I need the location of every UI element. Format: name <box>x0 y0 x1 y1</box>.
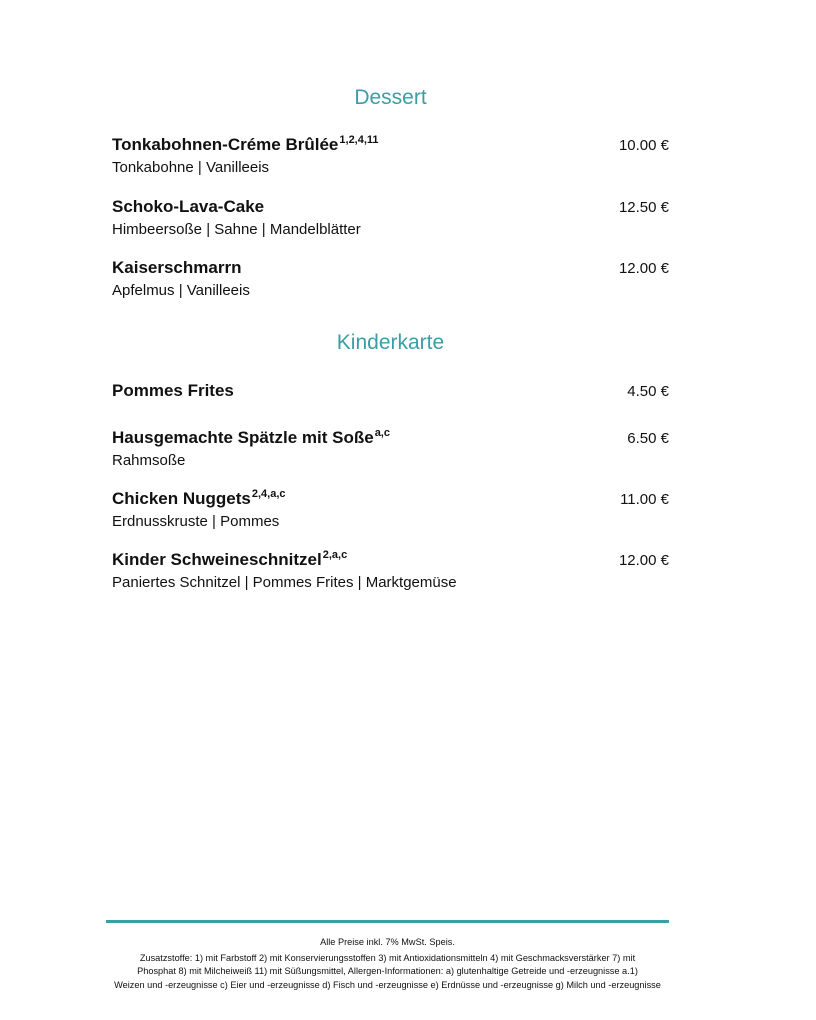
item-name: Schoko-Lava-Cake <box>112 197 265 216</box>
menu-item <box>112 380 669 403</box>
item-price: 6.50 € <box>627 430 669 447</box>
item-description: Tonkabohne | Vanilleeis <box>112 159 270 176</box>
additives-line: Phosphat 8) mit Milcheiweiß 11) mit Süßungsmittel, Allergen-Informationen: a) glutenhaltige Getreide und -erzeugnisse a.1) <box>137 966 638 976</box>
item-price: 12.50 € <box>618 199 669 216</box>
allergen-codes: 2,a,c <box>322 549 348 562</box>
allergen-codes: a,c <box>374 427 390 440</box>
footer-divider <box>106 920 669 923</box>
section-title-kinderkarte: Kinderkarte <box>336 331 445 354</box>
vat-note: Alle Preise inkl. 7% MwSt. Speis. <box>320 937 455 947</box>
item-name: Pommes Frites <box>112 381 234 400</box>
allergen-codes: 2,4,a,c <box>251 488 286 501</box>
menu-item <box>112 427 669 472</box>
additives-line: Weizen und -erzeugnisse c) Eier und -erzeugnisse d) Fisch und -erzeugnisse e) Erdnüsse und -erzeugnisse g) Milch und -erzeugnisse <box>114 979 661 990</box>
additives-line: Zusatzstoffe: 1) mit Farbstoff 2) mit Konservierungsstoffen 3) mit Antioxidationsmitteln 4) mit Geschmacksverstärker 7) mit <box>139 952 636 963</box>
menu-item <box>112 257 669 302</box>
item-name: Chicken Nuggets$^{2,4,a,c}$ <box>112 488 286 508</box>
item-price: 4.50 € <box>627 383 669 400</box>
item-name: Kinder Schweineschnitzel$^{2,a,c}$ <box>112 549 348 569</box>
allergen-codes: 1,2,4,11 <box>339 134 379 147</box>
menu-item <box>112 196 669 241</box>
item-price: 11.00 € <box>620 491 669 508</box>
item-name: Kaiserschmarrn <box>112 258 242 277</box>
item-price: 12.00 € <box>618 260 669 277</box>
item-name: Hausgemachte Spätzle mit Soße$^{a,c}$ <box>112 427 390 447</box>
item-price: 10.00 € <box>618 137 669 154</box>
item-description: Paniertes Schnitzel | Pommes Frites | Marktgemüse <box>112 574 457 591</box>
item-description: Apfelmus | Vanilleeis <box>112 282 250 299</box>
menu-item <box>112 549 669 594</box>
menu-item <box>112 134 669 179</box>
item-description: Himbeersoße | Sahne | Mandelblätter <box>112 221 361 238</box>
item-description: Rahmsoße <box>112 452 186 469</box>
item-price: 12.00 € <box>618 552 669 569</box>
menu-item <box>112 488 669 533</box>
item-name: Tonkabohnen-Créme Brûlée$^{1,2,4,11}$ <box>112 134 379 154</box>
item-description: Erdnusskruste | Pommes <box>112 513 280 530</box>
section-title-dessert: Dessert <box>354 86 427 109</box>
footer-notes <box>106 936 669 992</box>
